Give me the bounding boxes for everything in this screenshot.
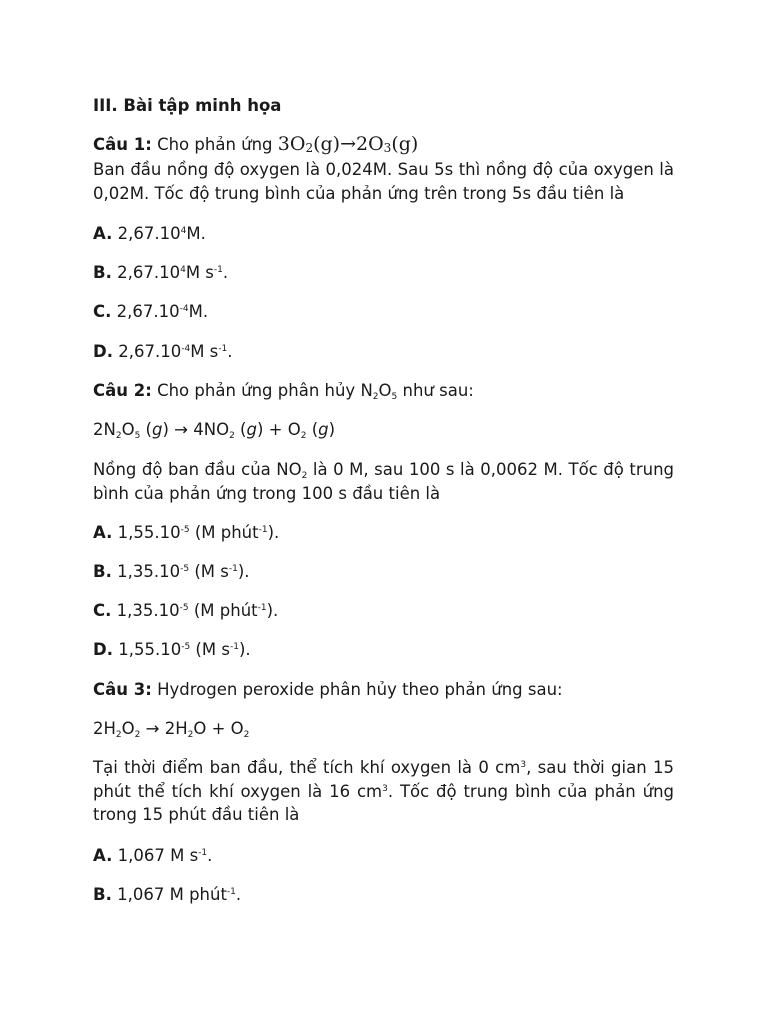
q1-label: Câu 1: bbox=[93, 135, 152, 154]
q3-text: Tại thời điểm ban đầu, thể tích khí oxygen là 0 $cm^3$, sau thời gian 15 phút thể tích khí oxygen là 16 $cm^3$. Tốc độ trung bình của phản ứng trong 15 phút đầu tiên là bbox=[93, 758, 675, 824]
q2-option-a[interactable]: A. $1,55.10^{-5}$ (M phút$^{-1}$). bbox=[93, 523, 280, 542]
q3-label: Câu 3: bbox=[93, 680, 152, 699]
q2-option-b[interactable]: B. $1,35.10^{-5}$ (M $s^{-1}$). bbox=[93, 562, 250, 581]
q2-option-c[interactable]: C. $1,35.10^{-5}$ (M phút$^{-1}$). bbox=[93, 601, 279, 620]
q2-equation: $2N_2O_5$ $(g) \to 4NO_2$ $(g) + O_2$ (g) bbox=[93, 420, 336, 441]
q1-option-b[interactable]: B. 2,67.10$^4$M $s^{-1}$. bbox=[93, 263, 229, 282]
q1-option-d[interactable]: D. $2,67.10^{-4}M$ $s^{-1}$. bbox=[93, 342, 233, 361]
q2-option-d[interactable]: D. $1,55.10^{-5}$ (M $s^{-1}$). bbox=[93, 640, 251, 659]
section-title: III. Bài tập minh họa bbox=[93, 96, 282, 115]
q2-heading: Câu 2: Cho phản ứng phân hủy $N_2O_5$ như sau: bbox=[93, 381, 474, 402]
q2-label: Câu 2: bbox=[93, 381, 152, 400]
q2-text: Nồng độ ban đầu của $NO_2$ là 0 M, sau 100 s là 0,0062 M. Tốc độ trung bình của phản ứng trong 100 s đầu tiên là bbox=[93, 460, 674, 503]
q1-option-a[interactable]: A. 2,67.10$^4$M. bbox=[93, 224, 206, 243]
q1-text: Ban đầu nồng độ oxygen là 0,024M. Sau 5s thì nồng độ của oxygen là 0,02M. Tốc độ trung bình của phản ứng trên trong 5s đầu tiên là bbox=[93, 160, 674, 203]
q3-option-a[interactable]: A. 1,067 M $s^{-1}$. bbox=[93, 846, 213, 865]
q1-option-c[interactable]: C. $2,67.10^{-4}M$. bbox=[93, 302, 209, 321]
q1-equation: $3O_2(g)\to 2O_3(g)$ bbox=[277, 133, 419, 155]
q3-equation: $2H_2O_2 \to 2H_2O + O_2$ bbox=[93, 719, 250, 740]
q3-option-b[interactable]: B. 1,067 M phút$^{-1}$. bbox=[93, 885, 242, 904]
q3-heading: Câu 3: Hydrogen peroxide phân hủy theo phản ứng sau: bbox=[93, 680, 563, 699]
q1-heading: Câu 1: Cho phản ứng $3O_2(g)\to 2O_3(g)$ bbox=[93, 133, 419, 155]
